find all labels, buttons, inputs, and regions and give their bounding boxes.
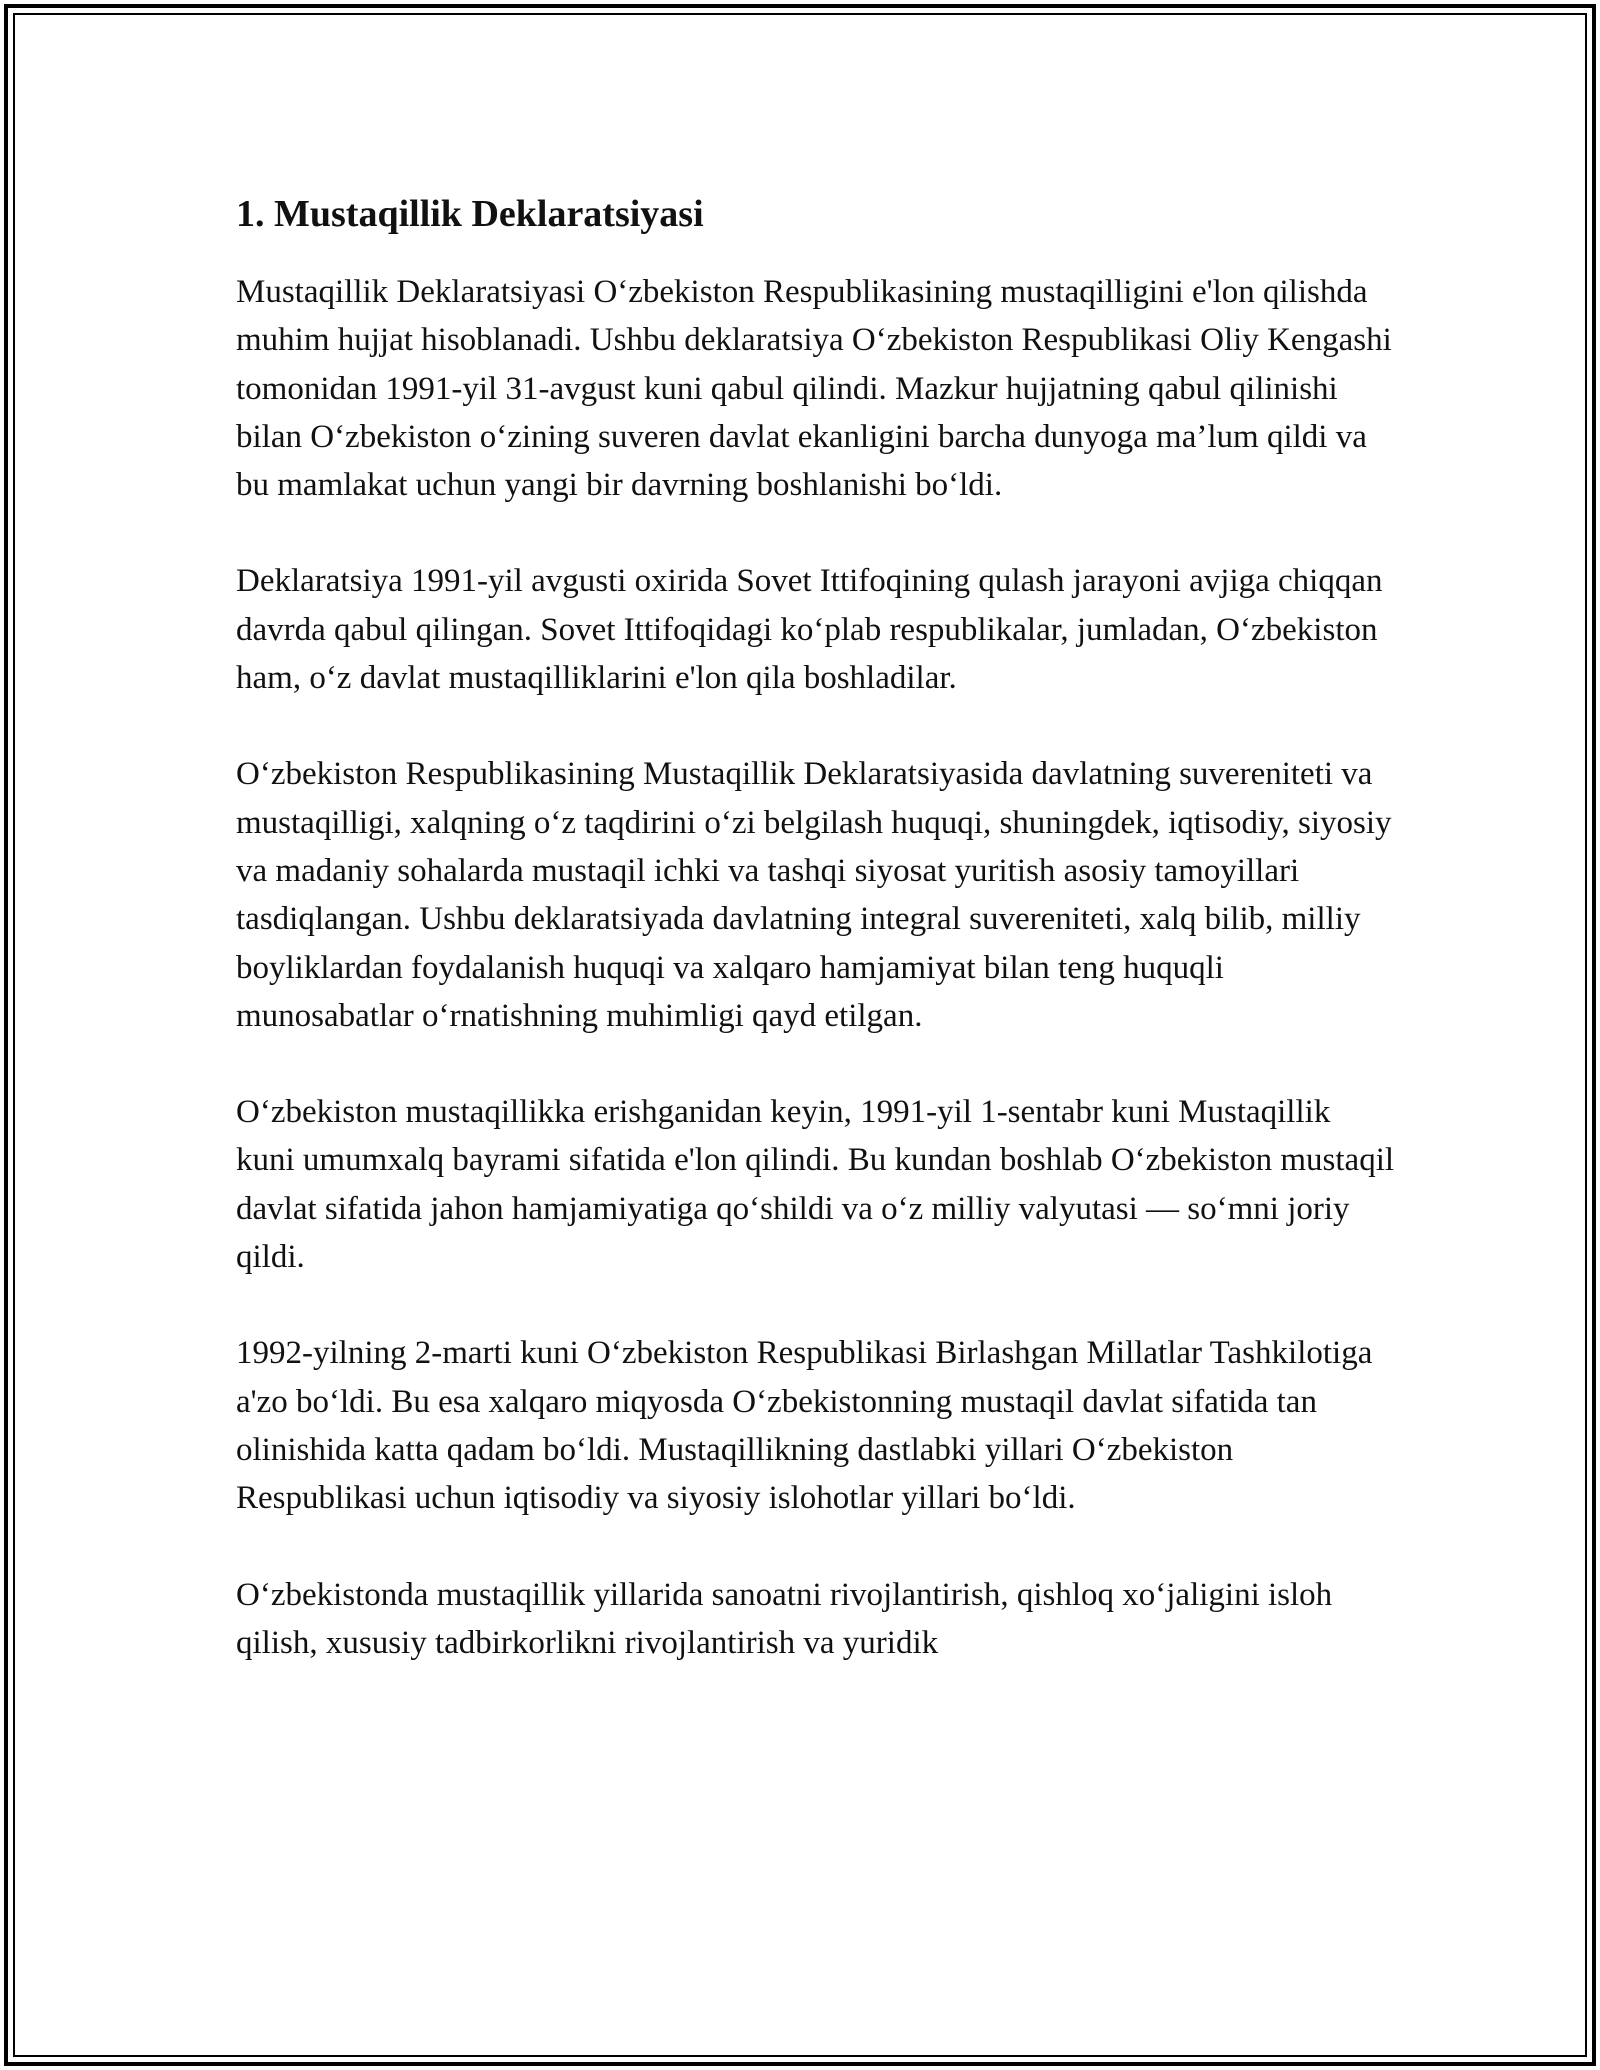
- paragraph-6: O‘zbekistonda mustaqillik yillarida sanoatni rivojlantirish, qishloq xo‘jaligini isloh qilish, xususiy tadbirkorlikni rivojlantirish va yuridik: [236, 1576, 1333, 1661]
- paragraph-2: Deklaratsiya 1991-yil avgusti oxirida Sovet Ittifoqining qulash jarayoni avjiga chiqqan davrda qabul qilingan. Sovet Ittifoqidagi ko‘plab respublikalar, jumladan, O‘zbekiston ham, o‘z davlat mustaqilliklarini e'lon qila boshladilar.: [236, 563, 1383, 697]
- paragraph-1: Mustaqillik Deklaratsiyasi O‘zbekiston Respublikasining mustaqilligini e'lon qilishda muhim hujjat hisoblanadi. Ushbu deklaratsiya O‘zbekiston Respublikasi Oliy Kengashi tomonidan 1991-yil 31-avgust kuni qabul qilindi. Mazkur hujjatning qabul qilinishi bilan O‘zbekiston o‘zining suveren davlat ekanligini barcha dunyoga ma’lum qildi va bu mamlakat uchun yangi bir davrning boshlanishi bo‘ldi.: [236, 274, 1392, 504]
- document-body: [236, 186, 1396, 1715]
- paragraph-4: O‘zbekiston mustaqillikka erishganidan keyin, 1991-yil 1-sentabr kuni Mustaqillik kuni umumxalq bayrami sifatida e'lon qilindi. Bu kundan boshlab O‘zbekiston mustaqil davlat sifatida jahon hamjamiyatiga qo‘shildi va o‘z milliy valyutasi — so‘mni joriy qildi.: [236, 1094, 1395, 1276]
- paragraph-3: O‘zbekiston Respublikasining Mustaqillik Deklaratsiyasida davlatning suvereniteti va mustaqilligi, xalqning o‘z taqdirini o‘zi belgilash huquqi, shuningdek, iqtisodiy, siyosiy va madaniy sohalarda mustaqil ichki va tashqi siyosat yuritish asosiy tamoyillari tasdiqlangan. Ushbu deklaratsiyada davlatning integral suvereniteti, xalq bilib, milliy boyliklardan foydalanish huquqi va xalqaro hamjamiyat bilan teng huquqli munosabatlar o‘rnatishning muhimligi qayd etilgan.: [236, 756, 1392, 1034]
- section-heading: 1. Mustaqillik Deklaratsiyasi: [236, 193, 704, 235]
- paragraph-5: 1992-yilning 2-marti kuni O‘zbekiston Respublikasi Birlashgan Millatlar Tashkilotiga a'zo bo‘ldi. Bu esa xalqaro miqyosda O‘zbekistonning mustaqil davlat sifatida tan olinishida katta qadam bo‘ldi. Mustaqillikning dastlabki yillari O‘zbekiston Respublikasi uchun iqtisodiy va siyosiy islohotlar yillari bo‘ldi.: [236, 1335, 1373, 1517]
